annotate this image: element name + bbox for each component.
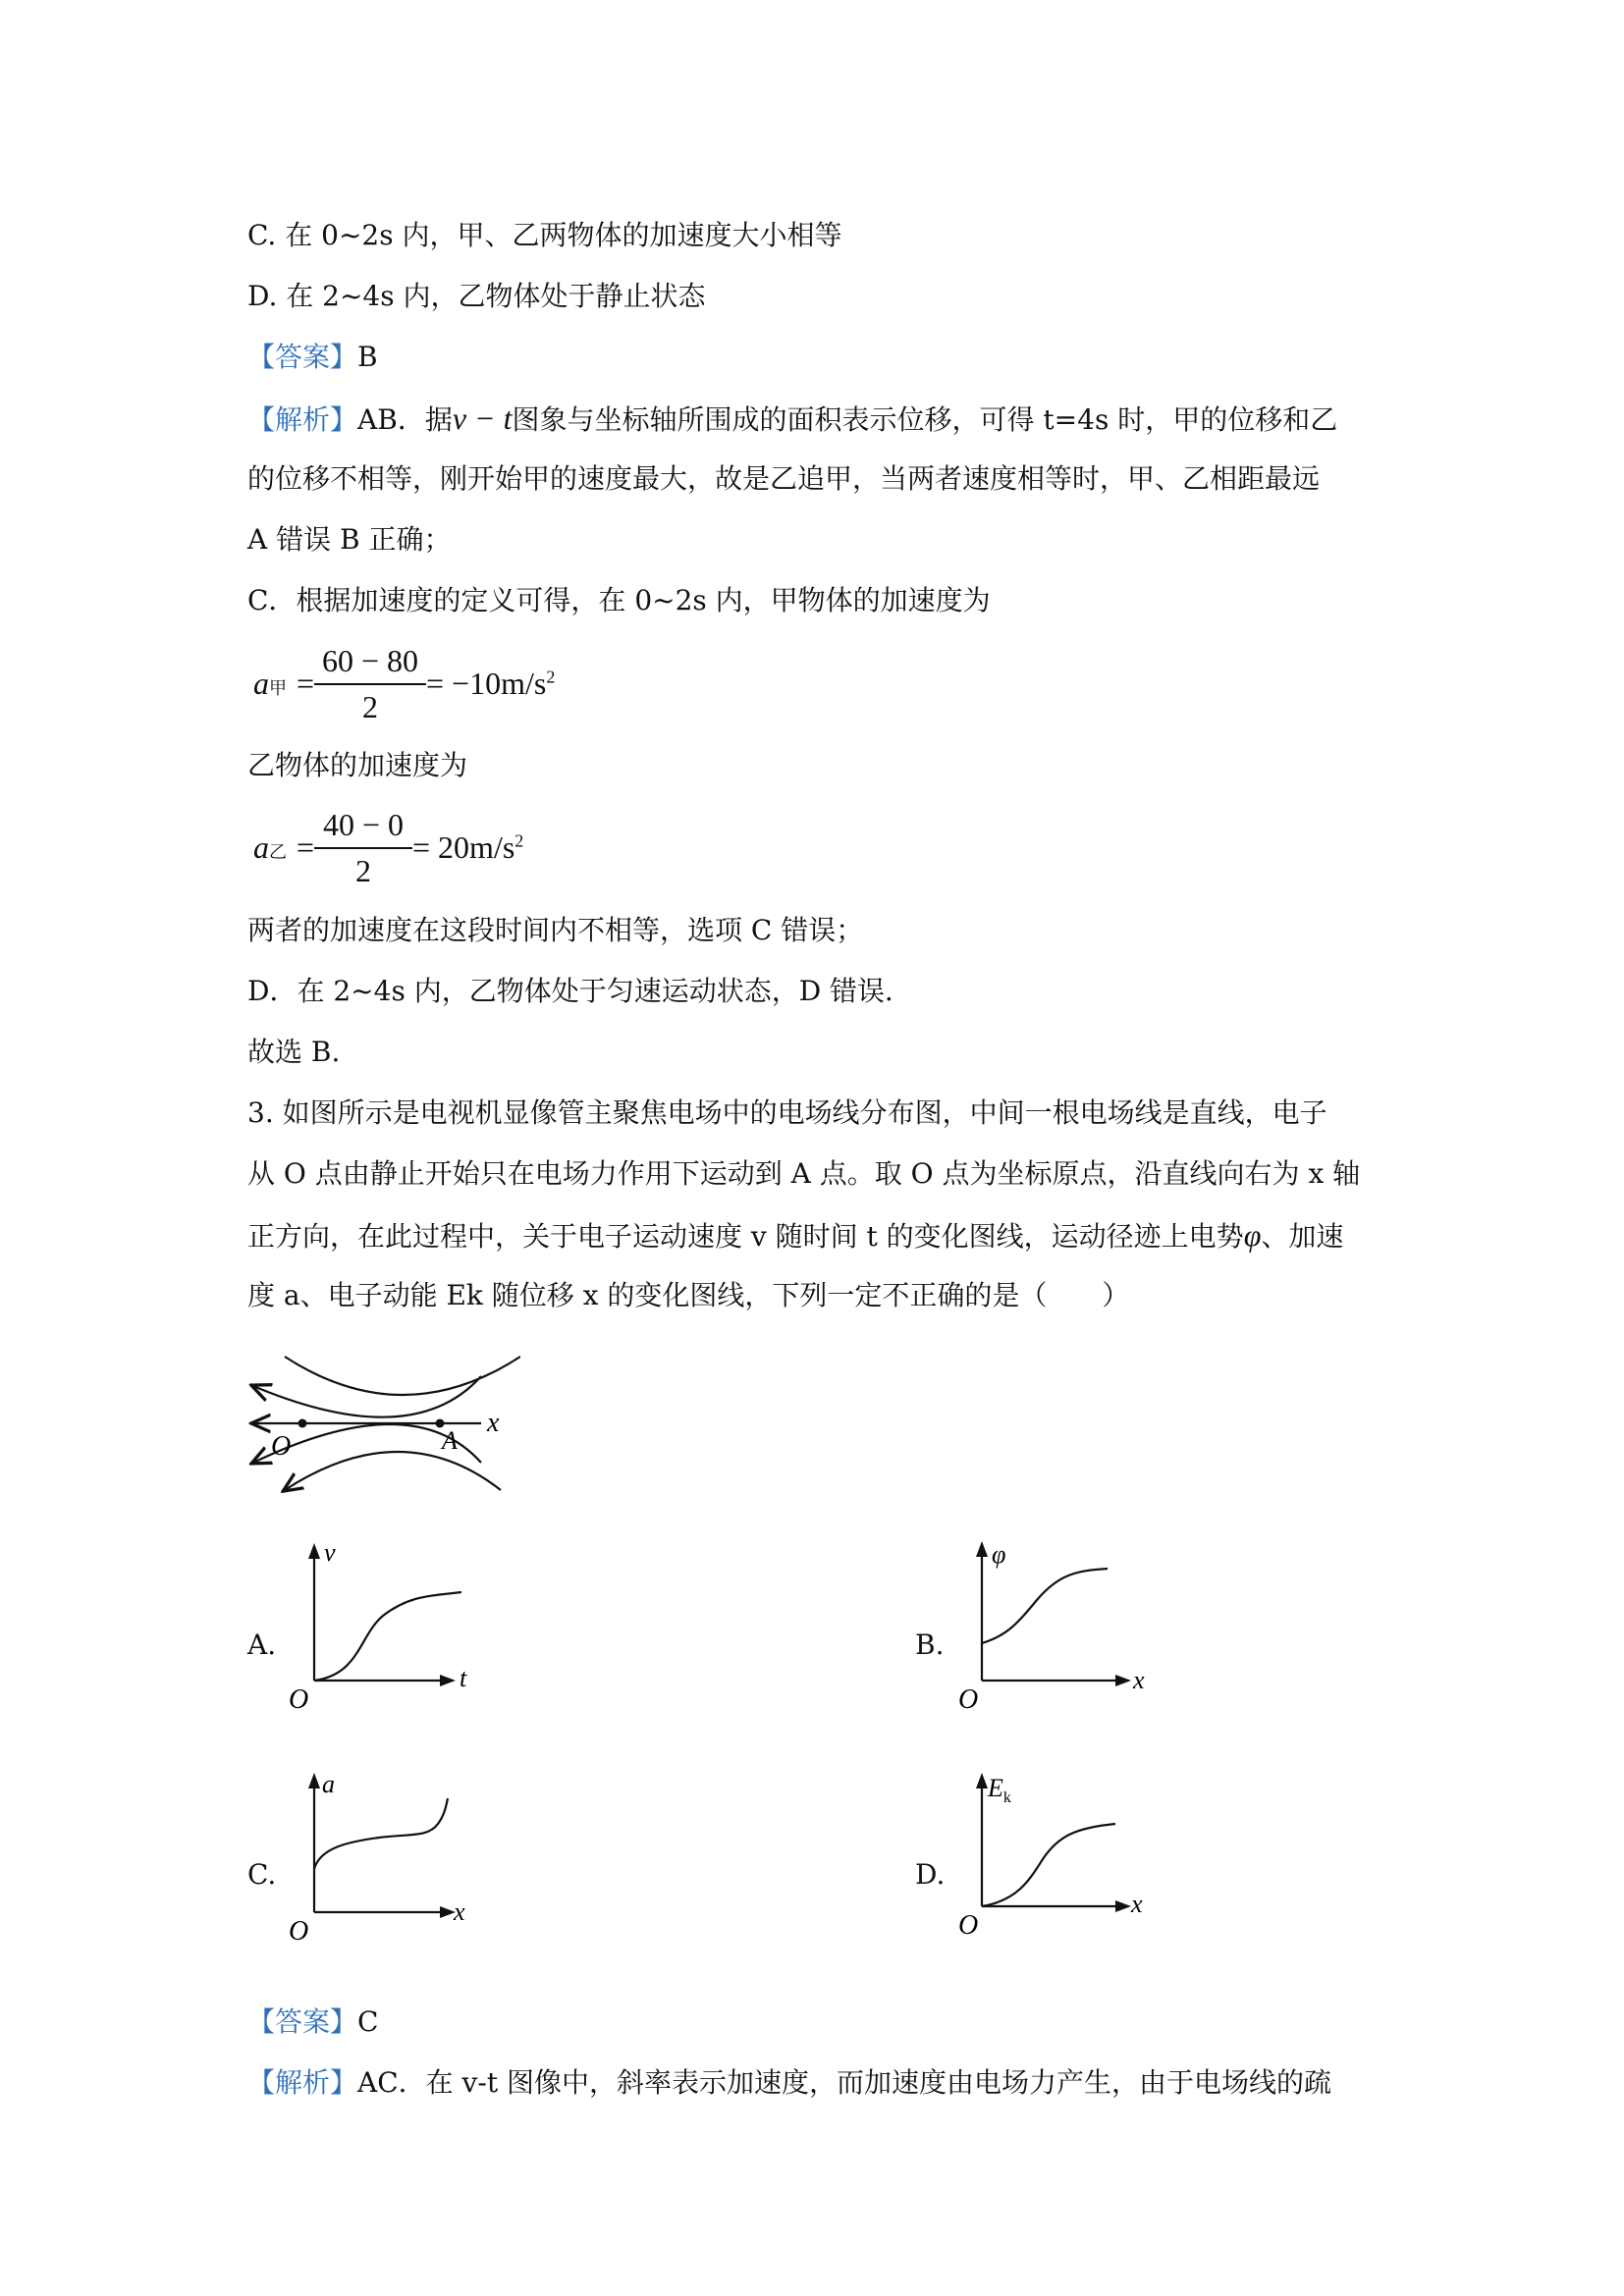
graph-a-x-label: t [460, 1664, 467, 1692]
analysis-1-line-6: 两者的加速度在这段时间内不相等，选项 C 错误； [247, 914, 864, 946]
analysis-tag: 【解析】 [247, 403, 358, 436]
graph-c-origin: O [289, 1916, 309, 1946]
graph-c-y-label: a [322, 1770, 335, 1798]
eq1-numerator: 60 − 80 [321, 643, 419, 678]
electric-field-figure [245, 1345, 520, 1502]
answer-value: C [357, 2005, 379, 2038]
eq2-numerator: 40 − 0 [322, 807, 405, 842]
eq2-fraction [314, 807, 412, 889]
analysis-1-line-4: C．根据加速度的定义可得，在 0~2s 内，甲物体的加速度为 [247, 584, 991, 616]
label-o: O [271, 1431, 292, 1462]
label-a: A [442, 1426, 458, 1455]
analysis-1-line-7: D．在 2~4s 内，乙物体处于匀速运动状态，D 错误． [247, 975, 913, 1007]
graph-b-y-label: φ [992, 1540, 1006, 1569]
option-b-label: B. [915, 1629, 945, 1661]
analysis-1-line-3: A 错误 B 正确； [247, 523, 452, 556]
analysis-tag: 【解析】 [247, 2066, 358, 2099]
graph-d [948, 1763, 1164, 1946]
answer-value: B [357, 341, 378, 373]
analysis-text: AC．在 v-t 图像中，斜率表示加速度，而加速度由电场力产生，由于电场线的疏 [357, 2066, 1331, 2099]
option-c-text: C. 在 0~2s 内，甲、乙两物体的加速度大小相等 [247, 219, 842, 251]
graph-d-origin: O [958, 1910, 979, 1941]
graph-d-curve [982, 1824, 1115, 1906]
field-line-top-inner [285, 1357, 520, 1395]
option-d-text: D. 在 2~4s 内，乙物体处于静止状态 [247, 280, 706, 312]
graph-b-x-label: x [1133, 1666, 1145, 1694]
option-d-label: D. [915, 1858, 946, 1891]
graph-a-y-label: v [324, 1538, 336, 1567]
answer-tag: 【答案】 [247, 341, 358, 373]
answer-2 [247, 2004, 378, 2040]
question-3-line-3: 正方向，在此过程中，关于电子运动速度 v 随时间 t 的变化图线，运动径迹上电势φ、加速 [247, 1217, 1344, 1253]
analysis-1-line-2: 的位移不相等，刚开始甲的速度最大，故是乙追甲，当两者速度相等时，甲、乙相距最远 [247, 462, 1321, 495]
question-3-line-4: 度 a、电子动能 Ek 随位移 x 的变化图线，下列一定不正确的是（ ） [247, 1279, 1130, 1311]
question-3-line-2: 从 O 点由静止开始只在电场力作用下运动到 A 点。取 O 点为坐标原点，沿直线向右为 x 轴 [247, 1157, 1361, 1190]
eq1-rhs: = $-10m/s^2$ [426, 666, 556, 701]
graph-b-origin: O [958, 1684, 979, 1714]
graph-b [948, 1531, 1164, 1714]
analysis-text-a: AB．据 [357, 403, 453, 436]
eq1-fraction [314, 643, 426, 725]
option-a-label: A. [247, 1629, 277, 1661]
option-c-label: C. [247, 1858, 277, 1891]
answer-tag: 【答案】 [247, 2005, 358, 2038]
analysis-1-line-5: 乙物体的加速度为 [247, 749, 468, 781]
eq1-denominator: 2 [362, 689, 378, 724]
answer-1 [247, 340, 378, 375]
analysis-1-line-8: 故选 B. [247, 1036, 341, 1068]
graph-c-curve [314, 1798, 448, 1869]
vt-symbol: v − t [452, 400, 513, 436]
graph-b-curve [982, 1569, 1108, 1643]
graph-c-x-label: x [454, 1897, 465, 1926]
graph-c [281, 1763, 487, 1946]
graph-a-curve [314, 1592, 461, 1681]
point-o-dot [298, 1419, 307, 1428]
analysis-2-line-1 [247, 2065, 1331, 2101]
field-line-top-outer [253, 1376, 481, 1417]
analysis-text-b: 图象与坐标轴所围成的面积表示位移，可得 t=4s 时，甲的位移和乙 [512, 403, 1338, 436]
analysis-1-line-1 [247, 400, 1337, 438]
graph-a-origin: O [289, 1684, 309, 1714]
graph-a [281, 1537, 487, 1714]
eq2-denominator: 2 [355, 853, 371, 888]
graph-d-x-label: x [1131, 1890, 1143, 1918]
eq2-rhs: = $20m/s^2$ [412, 829, 524, 865]
eq2-lhs: a乙 [253, 829, 287, 865]
question-3-line-1: 3. 如图所示是电视机显像管主聚焦电场中的电场线分布图，中间一根电场线是直线，电子 [247, 1096, 1327, 1129]
label-x: x [487, 1408, 500, 1438]
graph-d-y-label: $E_k$ [988, 1774, 1011, 1806]
eq1-lhs: a甲 [253, 666, 287, 701]
phi-symbol: φ [1243, 1217, 1262, 1253]
field-line-bottom-inner [285, 1452, 501, 1490]
